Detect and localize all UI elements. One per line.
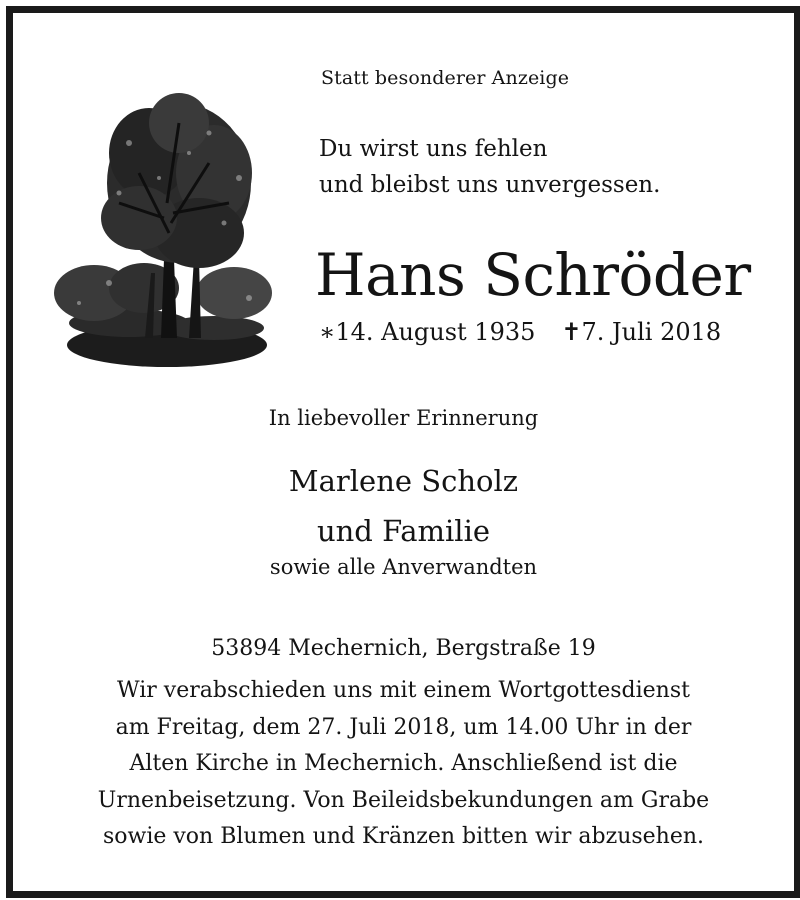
verse-line: und bleibst uns unvergessen. (319, 172, 661, 198)
verse-line: Du wirst uns fehlen (319, 136, 548, 162)
notice-line: Urnenbeisetzung. Von Beileidsbekundungen am Grabe (97, 787, 710, 813)
death-date: ✝7. Juli 2018 (561, 318, 722, 346)
intro-line: Statt besonderer Anzeige (321, 67, 570, 89)
verse (319, 131, 660, 203)
mourner-name: Marlene Scholz (288, 464, 519, 498)
deceased-name: Hans Schröder (315, 241, 751, 309)
notice-line: Wir verabschieden uns mit einem Wortgottesdienst (117, 678, 690, 703)
mourner-name: und Familie (316, 514, 491, 548)
notice-line: Alten Kirche in Mechernich. Anschließend ist die (129, 751, 678, 776)
tree-icon (49, 83, 279, 373)
notice-line: sowie von Blumen und Kränzen bitten wir abzusehen. (102, 824, 705, 849)
address: 53894 Mechernich, Bergstraße 19 (211, 636, 596, 661)
birth-date: ∗14. August 1935 (319, 318, 536, 346)
notice-line: am Freitag, dem 27. Juli 2018, um 14.00 Uhr in der (115, 714, 692, 740)
remembrance-line: In liebevoller Erinnerung (268, 406, 539, 430)
funeral-notice (13, 673, 794, 856)
relatives-line: sowie alle Anverwandten (269, 555, 538, 579)
mourner-names (13, 456, 794, 556)
obituary-notice (6, 6, 800, 898)
life-dates (319, 318, 721, 346)
